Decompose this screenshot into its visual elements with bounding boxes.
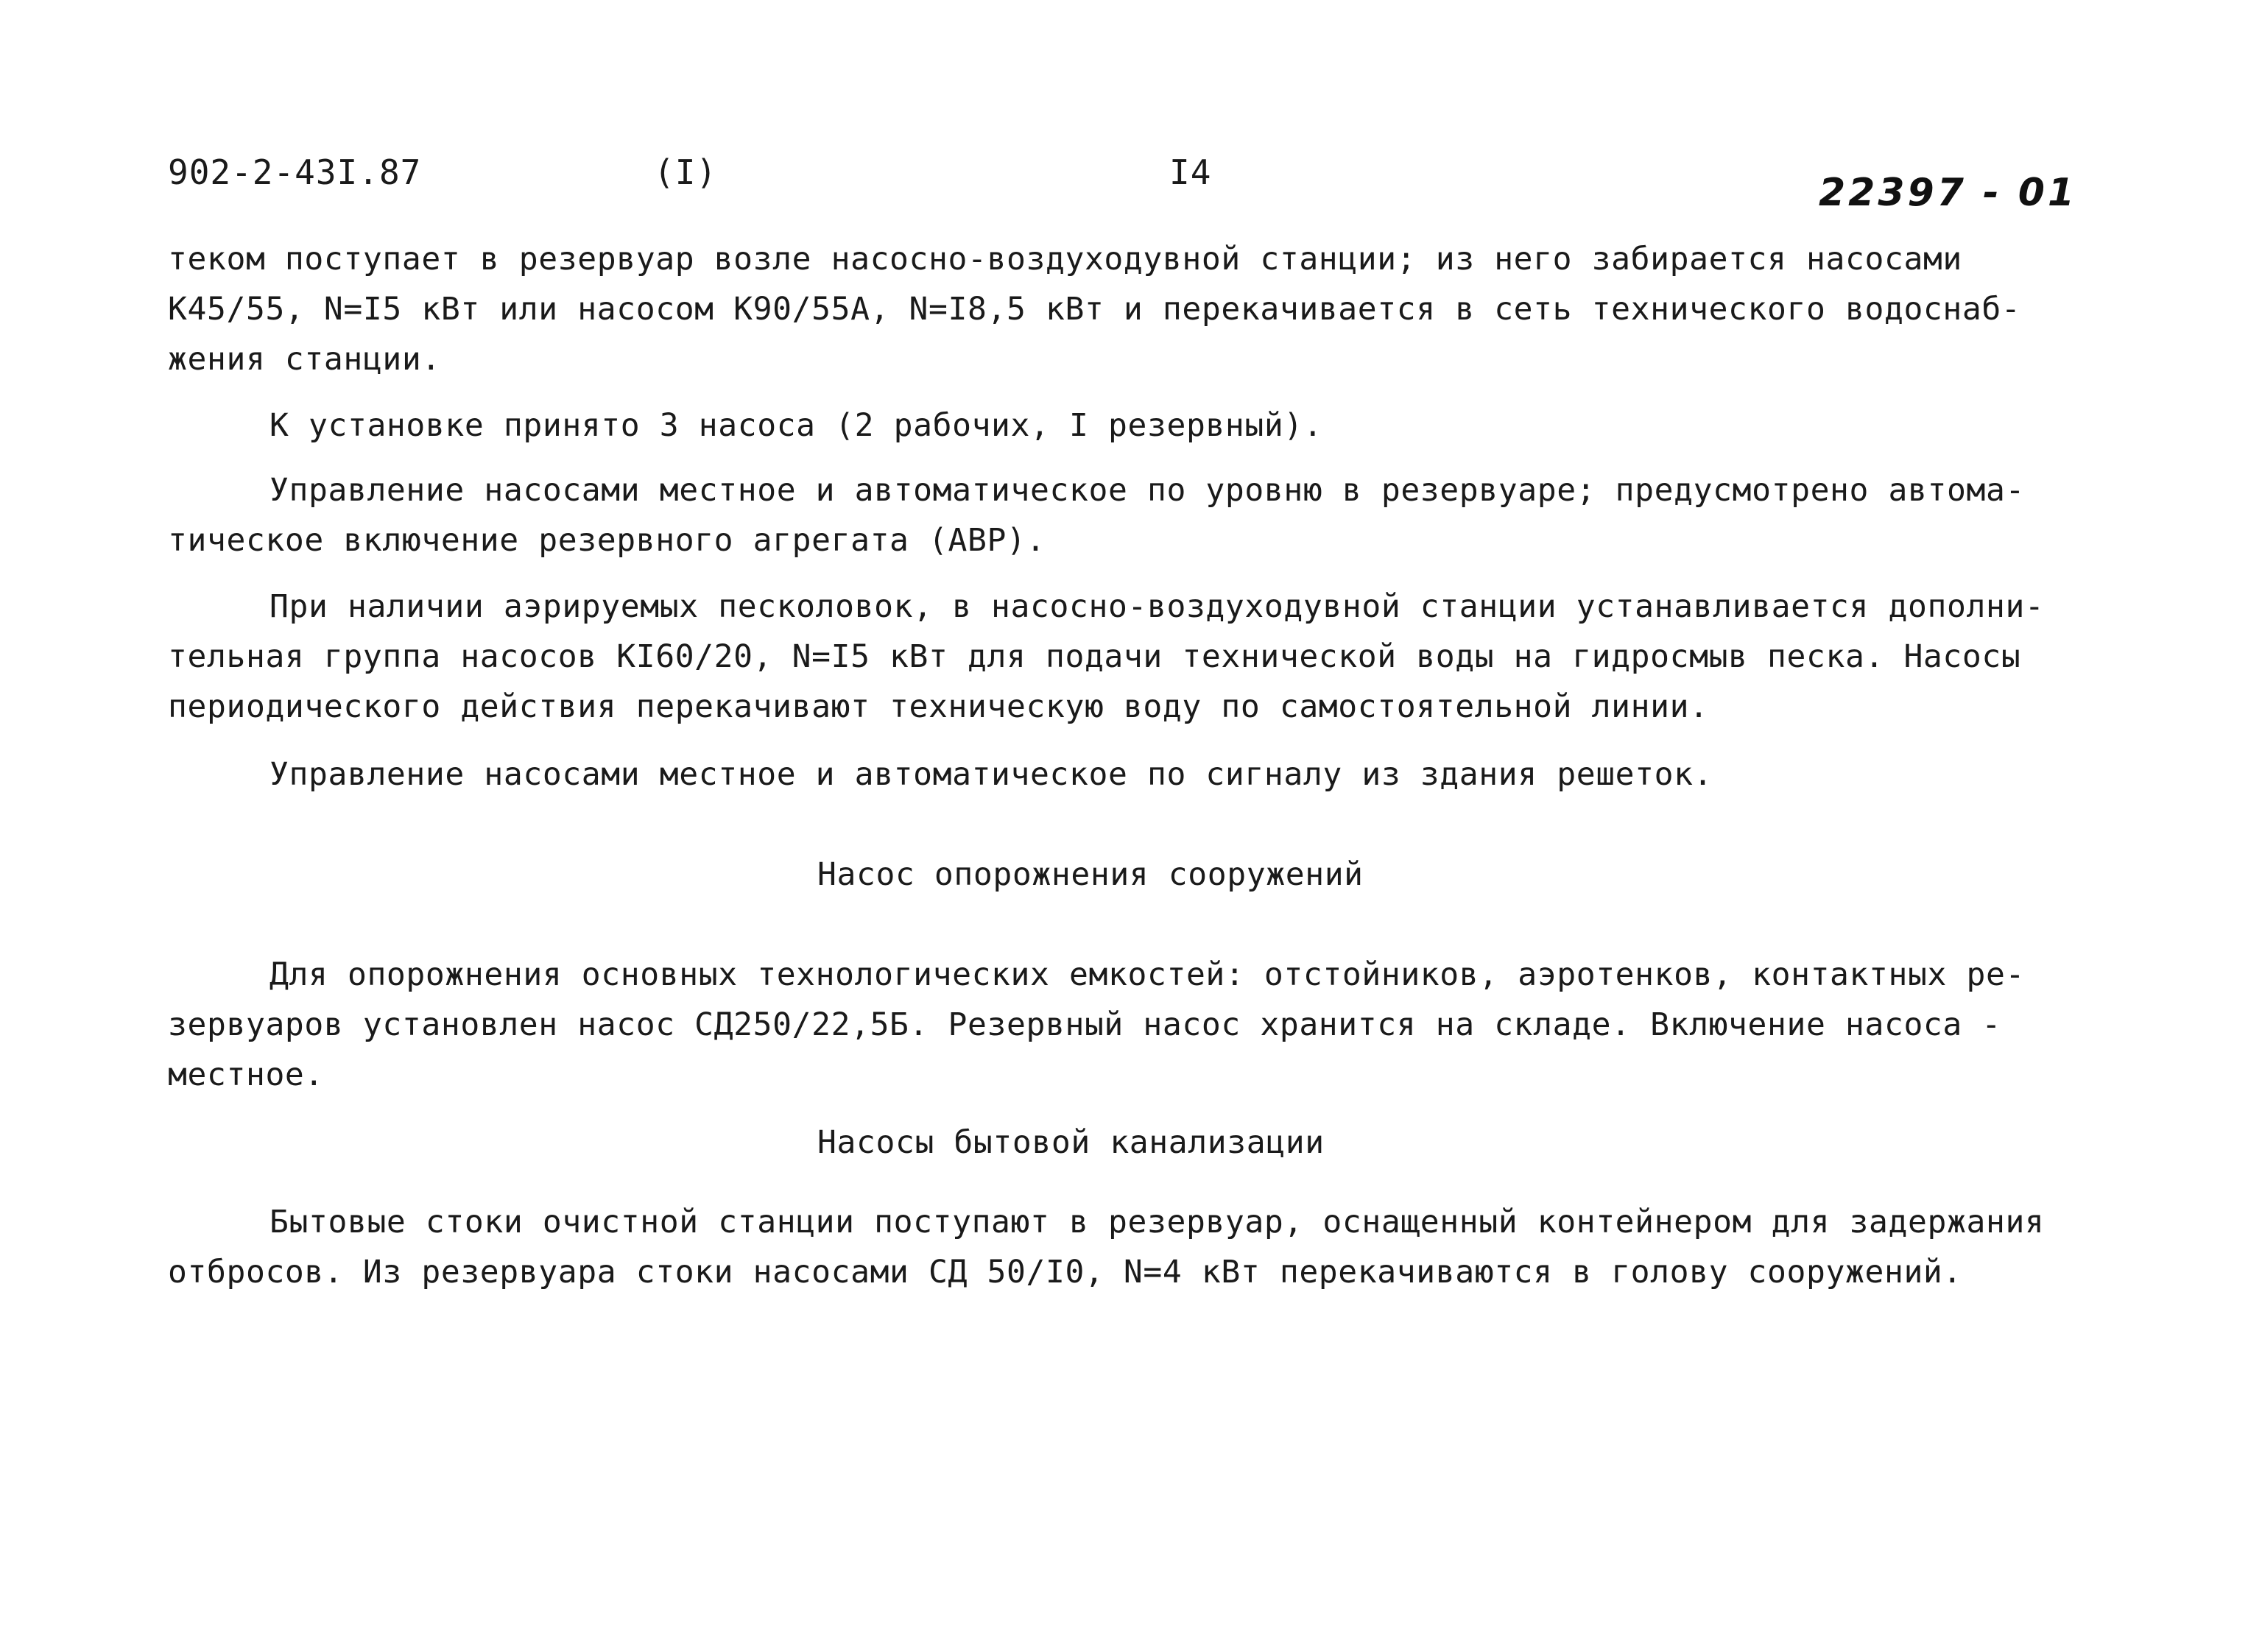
paragraph-pump-installation: К установке принято 3 насоса (2 рабочих, I резервный). bbox=[269, 407, 1323, 444]
issue-number: (I) bbox=[654, 152, 718, 192]
handwritten-inventory-number: 22397 - 01 bbox=[1819, 171, 2078, 215]
paragraph-tech-water-supply: теком поступает в резервуар возле насосно-воздуходувной станции; из него забирается насосами К45/55, N=I5 кВт или насосом К90/55А, N=I8,5 кВт и перекачивается в сеть технического водоснаб- жения станции. bbox=[168, 241, 2021, 378]
paragraph-pump-control-level-text: Управление насосами местное и автоматическое по уровню в резервуаре; предусмотрено автома- тическое включение резервного агрегата (АВР). bbox=[168, 472, 2025, 559]
paragraph-pump-control-level bbox=[168, 465, 2141, 565]
paragraph-domestic-sewage: Бытовые стоки очистной станции поступают в резервуар, оснащенный контейнером для задержания отбросов. Из резервуара стоки насосами СД 50/I0, N=4 кВт перекачиваются в голову сооружений. bbox=[168, 1204, 2045, 1291]
section-heading-domestic-sewage-pumps: Насосы бытовой канализации bbox=[817, 1124, 1325, 1161]
paragraph-pump-control-signal: Управление насосами местное и автоматическое по сигналу из здания решеток. bbox=[269, 756, 1713, 793]
paragraph-sand-traps: При наличии аэрируемых песколовок, в насосно-воздуходувной станции устанавливается дополни- тельная группа насосов КI60/20, N=I5 кВт для подачи технической воды на гидросмыв песка. Насосы периодического действия перекачивают техническую воду по самостоятельной линии. bbox=[168, 588, 2045, 725]
section-heading-drainage-pump: Насос опорожнения сооружений bbox=[817, 856, 1364, 893]
page-number: I4 bbox=[1169, 152, 1212, 192]
paragraph-drainage-pump: Для опорожнения основных технологических емкостей: отстойников, аэротенков, контактных ре- зервуаров установлен насос СД250/22,5Б. Резервный насос хранится на складе. Включение насоса - местное. bbox=[168, 956, 2025, 1093]
document-code: 902-2-43I.87 bbox=[168, 152, 422, 192]
